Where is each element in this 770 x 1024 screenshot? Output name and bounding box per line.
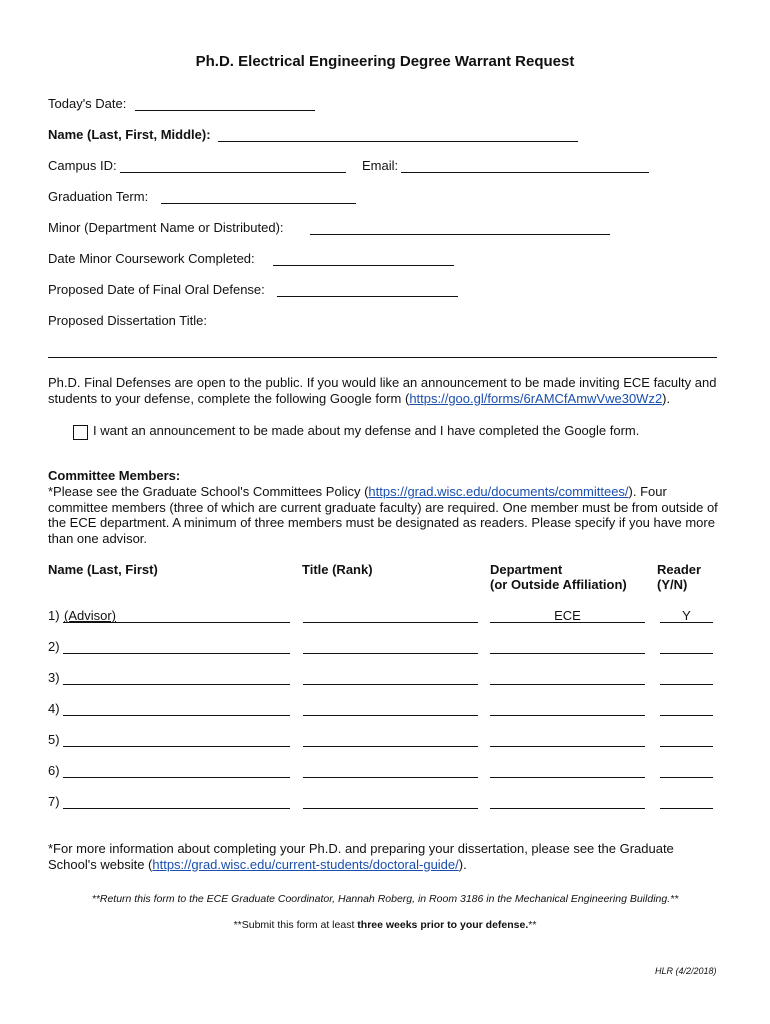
google-form-link[interactable]: https://goo.gl/forms/6rAMCfAmwVwe30Wz2 (409, 390, 663, 406)
member-reader-field[interactable] (660, 622, 713, 623)
col-reader-header-sub: (Y/N) (657, 577, 688, 592)
name-field[interactable] (218, 141, 578, 142)
oral-defense-label: Proposed Date of Final Oral Defense: (48, 282, 265, 297)
member-reader-field[interactable] (660, 715, 713, 716)
todays-date-field[interactable] (135, 110, 315, 111)
row-number: 2) (48, 639, 60, 654)
campus-id-label: Campus ID: (48, 158, 117, 173)
member-title-field[interactable] (303, 777, 478, 778)
member-title-field[interactable] (303, 808, 478, 809)
member-department-field[interactable] (490, 684, 645, 685)
member-name-field[interactable] (63, 653, 290, 654)
col-department-header-sub: (or Outside Affiliation) (490, 577, 627, 592)
member-reader-field[interactable] (660, 746, 713, 747)
revision-label: HLR (4/2/2018) (655, 966, 717, 976)
col-reader-header: Reader (657, 562, 702, 577)
committee-policy-text: *Please see the Graduate School's Committees Policy (https://grad.wisc.edu/documents/committees/). Four committee members (three of which are current graduate faculty) are required. One member must be from outside of the ECE department. A minimum of three members must be designated as readers. Please specify if you have more than one advisor. (48, 484, 718, 546)
minor-completed-label: Date Minor Coursework Completed: (48, 251, 255, 266)
member-reader-field[interactable] (660, 777, 713, 778)
announcement-checkbox-label: I want an announcement to be made about my defense and I have completed the Google form. (93, 423, 640, 438)
member-title-field[interactable] (303, 653, 478, 654)
member-title-field[interactable] (303, 622, 478, 623)
row-number: 7) (48, 794, 60, 809)
committees-policy-link[interactable]: https://grad.wisc.edu/documents/committees/ (368, 484, 629, 499)
minor-field[interactable] (310, 234, 610, 235)
graduation-term-field[interactable] (161, 203, 356, 204)
return-note: **Return this form to the ECE Graduate Coordinator, Hannah Roberg, in Room 3186 in the Mechanical Engineering Building.** (91, 893, 679, 905)
member-reader-field[interactable] (660, 653, 713, 654)
email-label: Email: (362, 158, 399, 173)
member-name-field[interactable] (63, 622, 290, 623)
dissertation-title-label: Proposed Dissertation Title: (48, 313, 207, 328)
member-name-field[interactable] (63, 808, 290, 809)
member-title-field[interactable] (303, 746, 478, 747)
row-reader-value: Y (682, 608, 691, 623)
col-name-header: Name (Last, First) (48, 562, 158, 577)
graduation-term-label: Graduation Term: (48, 189, 149, 204)
member-name-field[interactable] (63, 684, 290, 685)
member-name-field[interactable] (63, 746, 290, 747)
member-department-field[interactable] (490, 746, 645, 747)
name-label: Name (Last, First, Middle): (48, 127, 211, 142)
row-number: 4) (48, 701, 60, 716)
member-department-field[interactable] (490, 808, 645, 809)
member-department-field[interactable] (490, 622, 645, 623)
doctoral-guide-link[interactable]: https://grad.wisc.edu/current-students/doctoral-guide/ (152, 856, 459, 872)
member-reader-field[interactable] (660, 684, 713, 685)
doctoral-guide-info-text: *For more information about completing your Ph.D. and preparing your dissertation, please see the Graduate School's website (https://grad.wisc.edu/current-students/doctoral-guide/). (48, 841, 674, 872)
row-department-value: ECE (554, 608, 581, 623)
dissertation-title-field[interactable] (48, 357, 717, 358)
submit-deadline-bold: three weeks prior to your defense. (357, 919, 529, 931)
minor-label: Minor (Department Name or Distributed): (48, 220, 284, 235)
member-department-field[interactable] (490, 715, 645, 716)
email-field[interactable] (401, 172, 649, 173)
todays-date-label: Today's Date: (48, 96, 127, 111)
member-title-field[interactable] (303, 715, 478, 716)
member-title-field[interactable] (303, 684, 478, 685)
page-title: Ph.D. Electrical Engineering Degree Warrant Request (195, 53, 575, 70)
col-department-header: Department (490, 562, 563, 577)
announcement-checkbox[interactable] (73, 425, 88, 440)
defense-announcement-text: Ph.D. Final Defenses are open to the public. If you would like an announcement to be made inviting ECE faculty and students to your defense, complete the following Google form (https://goo.gl/forms/6rAMCfAmwVwe30Wz2). (48, 375, 717, 406)
row-number: 1) (48, 608, 60, 623)
oral-defense-field[interactable] (277, 296, 458, 297)
member-name-field[interactable] (63, 715, 290, 716)
row-name-value: (Advisor) (64, 608, 117, 623)
col-title-header: Title (Rank) (302, 562, 373, 577)
row-number: 6) (48, 763, 60, 778)
member-name-field[interactable] (63, 777, 290, 778)
campus-id-field[interactable] (120, 172, 346, 173)
row-number: 5) (48, 732, 60, 747)
submit-deadline-note: **Submit this form at least three weeks prior to your defense.** (233, 919, 537, 931)
committee-heading: Committee Members: (48, 468, 181, 483)
row-number: 3) (48, 670, 60, 685)
member-department-field[interactable] (490, 777, 645, 778)
member-department-field[interactable] (490, 653, 645, 654)
minor-completed-field[interactable] (273, 265, 454, 266)
member-reader-field[interactable] (660, 808, 713, 809)
